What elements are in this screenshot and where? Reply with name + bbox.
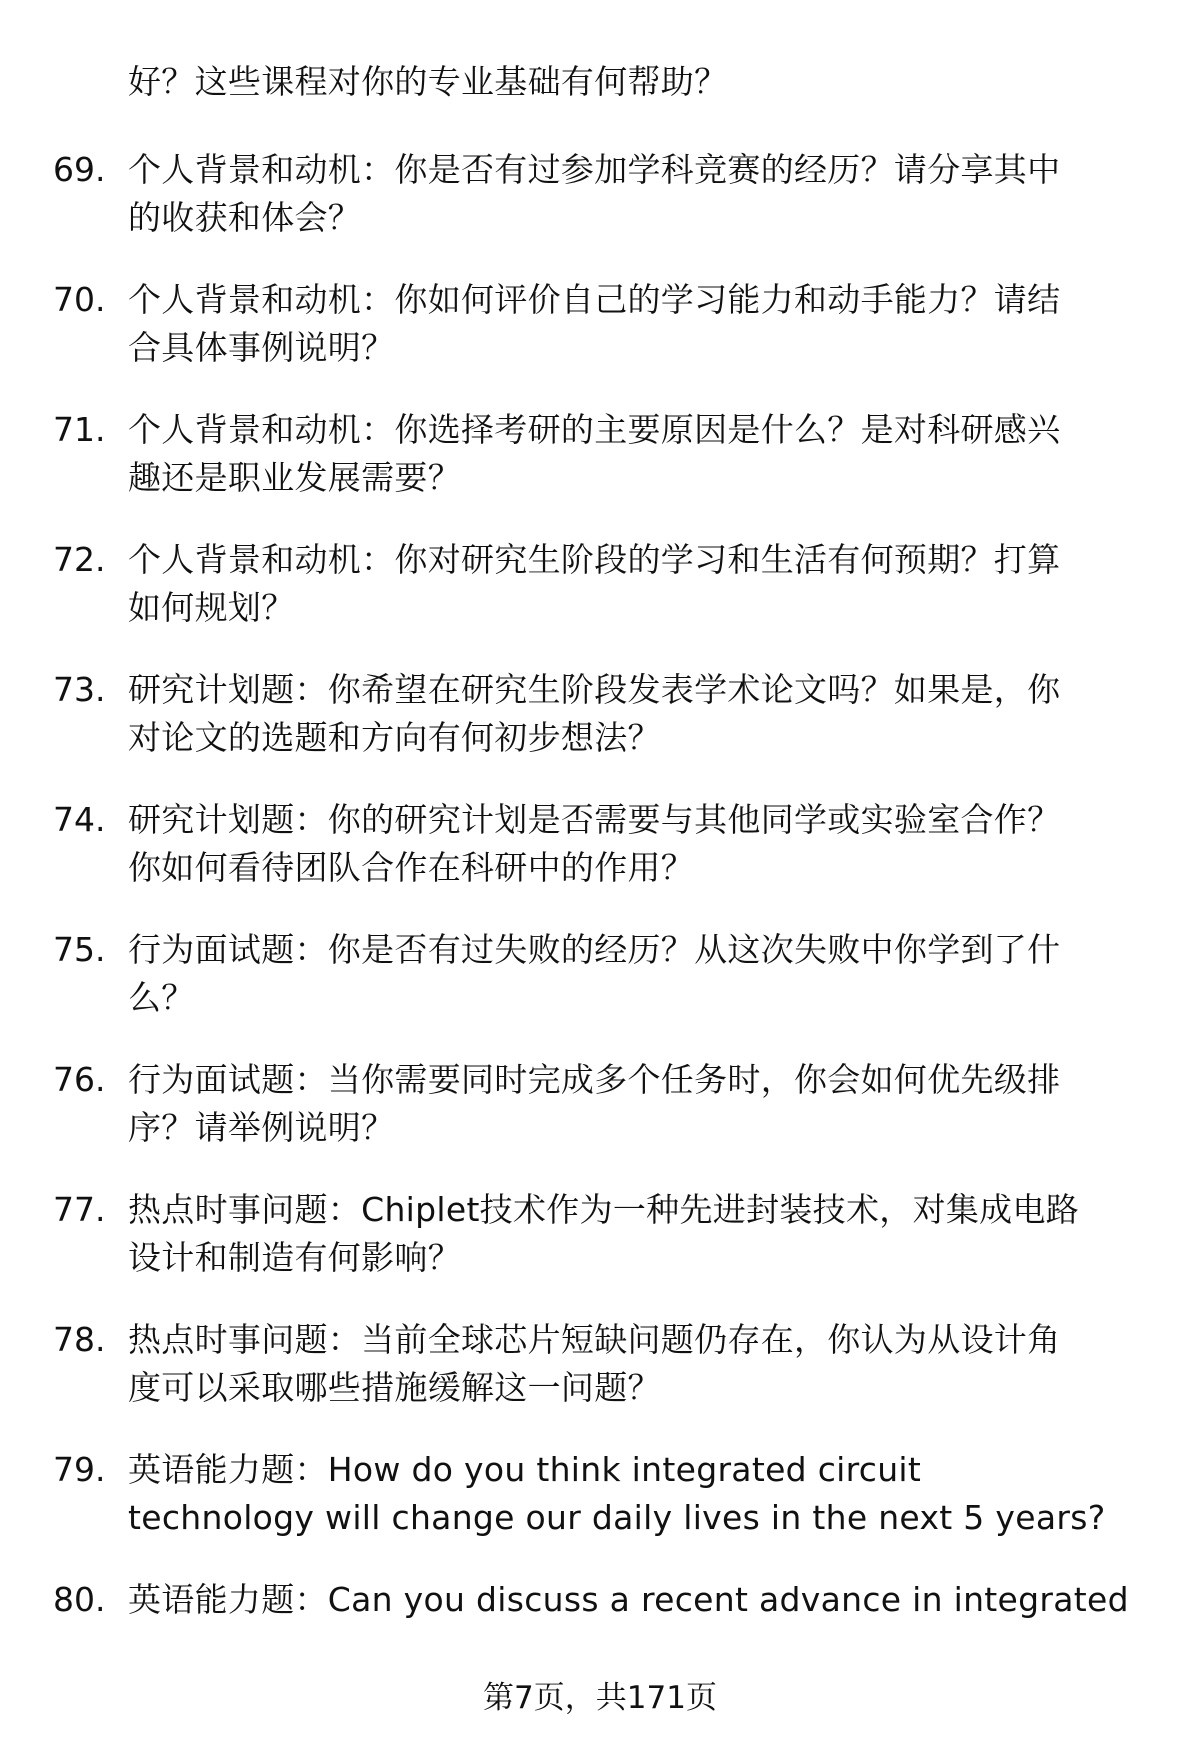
question-number: 80.	[53, 1580, 106, 1619]
question-item	[0, 926, 1200, 1056]
question-text	[128, 1446, 1158, 1542]
question-line: 对论文的选题和方向有何初步想法？	[128, 718, 661, 757]
question-line: 你如何看待团队合作在科研中的作用？	[128, 848, 695, 887]
question-line: 度可以采取哪些措施缓解这一问题？	[128, 1368, 661, 1407]
question-item	[0, 1186, 1200, 1316]
question-number: 72.	[53, 540, 106, 579]
question-number: 76.	[53, 1060, 106, 1099]
question-number: 74.	[53, 800, 106, 839]
question-text	[128, 406, 1158, 502]
question-line: 的收获和体会？	[128, 198, 362, 237]
question-item	[0, 406, 1200, 536]
question-number: 77.	[53, 1190, 106, 1229]
question-item	[0, 1446, 1200, 1576]
question-text	[128, 146, 1158, 242]
question-item	[0, 1316, 1200, 1446]
question-number: 75.	[53, 930, 106, 969]
question-list	[0, 146, 1200, 1706]
page-footer: 第7页，共171页	[483, 1680, 717, 1716]
question-number: 79.	[53, 1450, 106, 1489]
question-line: 么？	[128, 978, 195, 1017]
question-item	[0, 1056, 1200, 1186]
question-line: technology will change our daily lives in the next 5 years?	[128, 1498, 1106, 1537]
question-text	[128, 1316, 1158, 1412]
question-text	[128, 536, 1158, 632]
question-line: 研究计划题：你的研究计划是否需要与其他同学或实验室合作？	[128, 800, 1061, 839]
question-line: 个人背景和动机：你如何评价自己的学习能力和动手能力？请结	[128, 280, 1061, 319]
question-text	[128, 666, 1158, 762]
question-text	[128, 1056, 1158, 1152]
question-number: 69.	[53, 150, 106, 189]
question-number: 70.	[53, 280, 106, 319]
question-item	[0, 666, 1200, 796]
question-line: 热点时事问题：Chiplet技术作为一种先进封装技术，对集成电路	[128, 1190, 1080, 1229]
question-line: 行为面试题：你是否有过失败的经历？从这次失败中你学到了什	[128, 930, 1061, 969]
question-line: 研究计划题：你希望在研究生阶段发表学术论文吗？如果是，你	[128, 670, 1061, 709]
question-number: 78.	[53, 1320, 106, 1359]
question-number: 73.	[53, 670, 106, 709]
question-text	[128, 1186, 1158, 1282]
question-item	[0, 276, 1200, 406]
question-line: 趣还是职业发展需要？	[128, 458, 461, 497]
question-line: 行为面试题：当你需要同时完成多个任务时，你会如何优先级排	[128, 1060, 1061, 1099]
question-text	[128, 276, 1158, 372]
question-text	[128, 796, 1158, 892]
question-line: 个人背景和动机：你对研究生阶段的学习和生活有何预期？打算	[128, 540, 1061, 579]
question-line: 个人背景和动机：你选择考研的主要原因是什么？是对科研感兴	[128, 410, 1061, 449]
question-line: 如何规划？	[128, 588, 295, 627]
question-line: 热点时事问题：当前全球芯片短缺问题仍存在，你认为从设计角	[128, 1320, 1061, 1359]
question-line: 个人背景和动机：你是否有过参加学科竞赛的经历？请分享其中	[128, 150, 1061, 189]
question-text	[128, 926, 1158, 1022]
question-line: 英语能力题：Can you discuss a recent advance in integrated	[128, 1580, 1129, 1619]
question-line: 合具体事例说明？	[128, 328, 395, 367]
question-line: 英语能力题：How do you think integrated circuit	[128, 1450, 922, 1489]
question-number: 71.	[53, 410, 106, 449]
question-item	[0, 796, 1200, 926]
continued-question-line: 好？这些课程对你的专业基础有何帮助？	[128, 62, 728, 101]
question-line: 序？请举例说明？	[128, 1108, 395, 1147]
question-line: 设计和制造有何影响？	[128, 1238, 461, 1277]
question-text	[128, 1576, 1158, 1624]
question-item	[0, 536, 1200, 666]
question-item	[0, 146, 1200, 276]
